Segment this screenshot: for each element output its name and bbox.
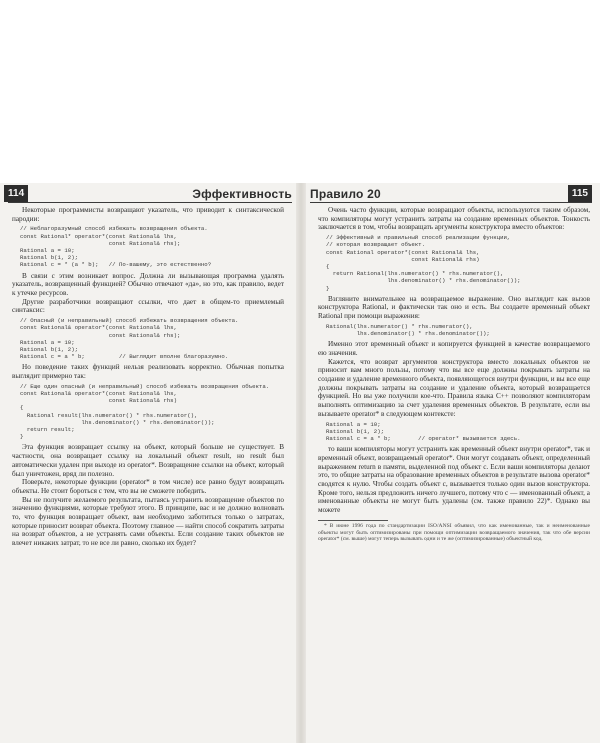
code-listing: // Еще один опасный (и неправильный) способ избежать возвращения объекта. const Rational& operator*(const Rational& lhs, const Rational& rhs) { Rational result(lhs.numerator() * rhs.numerator(), lhs.denominator() * rhs.denominator()); return result; } (20, 382, 270, 441)
running-title: Эффективность (192, 186, 292, 201)
paragraph: Другие разработчики возвращают ссылки, что дает в общем-то приемлемый синтаксис: (12, 297, 284, 315)
paragraph: Некоторые программисты возвращают указатель, что приводит к синтаксической пародии: (12, 206, 284, 223)
paragraph: то ваши компиляторы могут устранить как временный объект внутри operator*, так и временный объект, возвращаемый operator*. Они могут создавать объект, определенный выражением return в памяти, выделенной под объект c. Если ваши компиляторы делают это, то общие затраты на образование временных объектов в результате вызова operator* сводятся к нулю. Чтобы создать объект c, вызывается только один вызов конструктора. Кроме того, нельзя предложить ничего лучшего, потому что c — именованный объект, а именованные объекты не могут быть удалены (см. также правило 22)*. Однако вы можете (318, 445, 590, 515)
code-listing: // Опасный (и неправильный) способ избежать возвращения объекта. const Rational& operator*(const Rational& lhs, const Rational& rhs); Rational a = 10; Rational b(1, 2); Rational c = a * b; // Выглядит вполне благоразумно. (20, 317, 239, 361)
code-listing: // Неблагоразумный способ избежать возвращения объекта. const Rational* operator*(const Rational& lhs, const Rational& rhs); Rational a = 10; Rational b(1, 2); Rational c = * (a * b); // По-вашему, это естественно? (20, 225, 212, 269)
right-page-header (310, 185, 592, 203)
footnote-divider (318, 520, 388, 521)
left-page (0, 183, 296, 743)
paragraph: Поверьте, некоторые функции (operator* в том числе) все равно будут возвращать объекты. Не стоит бороться с тем, что вы не сможете победить. (12, 478, 284, 495)
paragraph: Взгляните внимательнее на возвращаемое выражение. Оно выглядит как вызов конструктора Rational, и фактически так оно и есть. Вы создаете временный объект Rational при помощи выражения: (318, 294, 590, 321)
right-page (306, 183, 600, 743)
page-gutter (296, 183, 306, 743)
right-page-content (306, 203, 600, 543)
left-page-header (8, 185, 292, 203)
book-spread (0, 183, 600, 743)
paragraph: Очень часто функции, которые возвращают объекты, используются таким образом, что компиляторы могут устранить затраты на создание временных объектов. Тонкость заключается в том, чтобы возвращать аргументы конструктора вместо объектов: (318, 206, 590, 232)
paragraph: Вы не получите желаемого результата, пытаясь устранить возвращение объектов по значению функциями, которые требуют этого. В принципе, вас и не должно волновать то, что функция возвращает объект, вам необходимо заботиться только о затратах, которые приносит возврат объекта. Поэтому главное — найти способ сократить затраты на возврат объектов, а не устранять сами объекты. Если создание таких объектов не влечет никаких затрат, то не все ли равно, сколько их будет? (12, 495, 284, 548)
paragraph: Именно этот временный объект и копируется функцией в качестве возвращаемого ею значения. (318, 340, 590, 357)
left-page-content (0, 203, 296, 548)
paragraph: В связи с этим возникает вопрос. Должна ли вызывающая программа удалять указатель, возвращенный функцией? Обычно отвечают «да», но это, как правило, ведет к утечке ресурсов. (12, 271, 284, 298)
footnote: * В июне 1996 года по стандартизации ISO/ANSI объявил, что как именованные, так и неименованные объекты могут быть оптимизированы при помощи оптимизации возвращаемого значения, так что обе версии operator* (см. выше) могут теперь вызывать одни и те же (оптимизированные) объектный код. (318, 522, 590, 543)
paragraph: Эта функция возвращает ссылку на объект, который больше не существует. В частности, она возвращает ссылку на локальный объект result, но result был автоматически удален при выходе из operator*. Возвращение ссылки на объект, который был уничтожен, вряд ли полезно. (12, 443, 284, 478)
paragraph: Но поведение таких функций нельзя реализовать корректно. Обычная попытка выглядит примерно так: (12, 363, 284, 381)
page-number: 115 (568, 185, 592, 202)
code-listing: Rational(lhs.numerator() * rhs.numerator(), lhs.denominator() * rhs.denominator()); (326, 322, 490, 338)
code-listing: // Эффективный и правильный способ реализации функции, // которая возвращает объект. const Rational operator*(const Rational& lhs, const Rational& rhs) { return Rational(lhs.numerator() * rhs.numerator(), lhs.denominator() * rhs.denominator()); } (326, 234, 521, 292)
paragraph: Кажется, что возврат аргументов конструктора вместо локальных объектов не приносит вам много пользы, потому что вы все еще должны покрывать затраты на создание и удаление временного объекта, появляющегося внутри функции, и вы все еще должны покрывать затраты на создание и удаление объекта, который возвращается функцией. Но вы уже получили кое-что. Правила языка C++ позволяют компиляторам выполнять оптимизацию за счет удаления временных объектов. В результате, если вы вызываете operator* в следующем контексте: (318, 357, 590, 418)
page-number: 114 (4, 185, 28, 202)
running-title: Правило 20 (310, 186, 381, 201)
code-listing: Rational a = 10; Rational b(1, 2); Rational c = a * b; // operator* вызывается здесь. (326, 420, 521, 442)
